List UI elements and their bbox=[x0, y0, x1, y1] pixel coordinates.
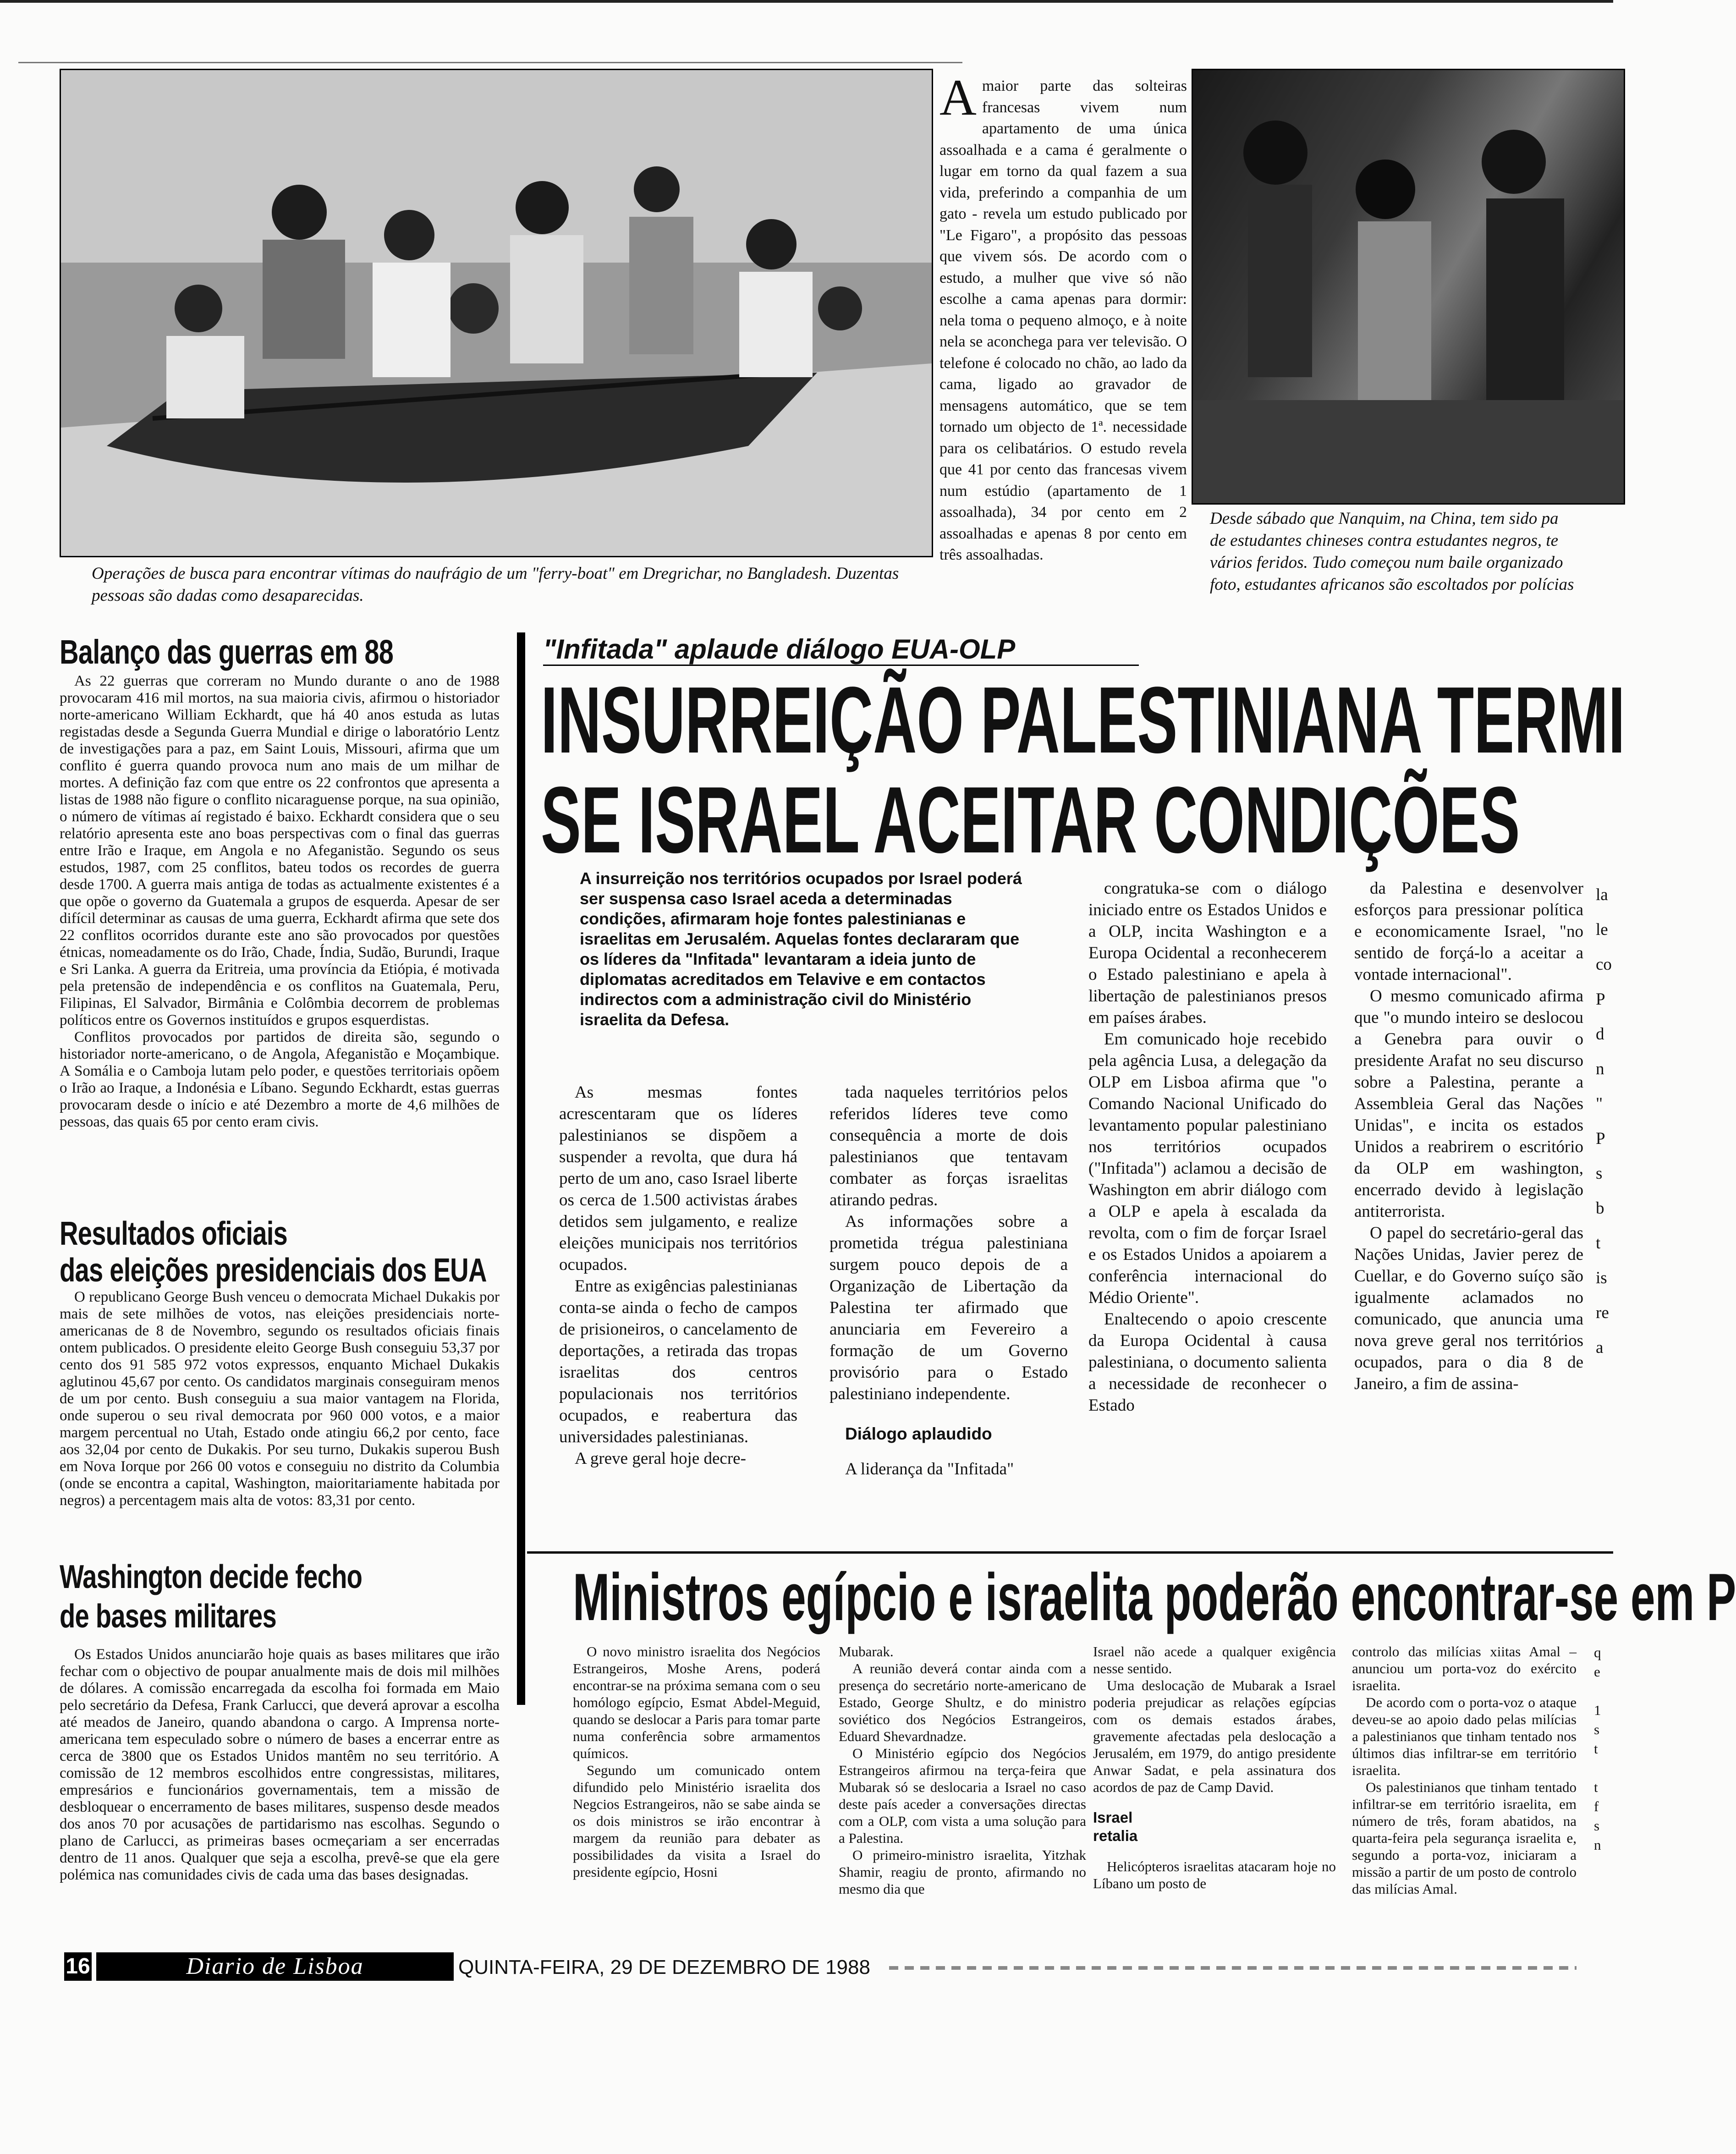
caption-line: foto, estudantes africanos são escoltados por polícias bbox=[1210, 575, 1574, 594]
column-divider bbox=[517, 632, 525, 1705]
paragraph: Segundo um comunicado ontem difundido pelo Ministério israelita dos Negcios Estrangeiros, não se sabe ainda se os dois ministros se irão encontrar à margem da reunião para debater as possibilidades da visita a Israel do presidente egípcio, Hosni bbox=[573, 1762, 820, 1880]
paragraph: Uma deslocação de Mubarak a Israel poderia prejudicar as relações egípcias com os demais estados árabes, gravemente afectadas pela deslocação a Jerusalém, em 1979, do antigo presidente Anwar Sadat, e pela assinatura dos acordos de paz de Camp David. bbox=[1093, 1677, 1336, 1795]
crowd-illustration bbox=[1193, 70, 1624, 503]
paragraph: tada naqueles territórios pelos referidos líderes teve como consequência a morte de dois palestinianos que tentavam combater as forças israelitas atirando pedras. bbox=[830, 1083, 1068, 1209]
fragment: s bbox=[1594, 1818, 1600, 1834]
fragment: f bbox=[1594, 1798, 1599, 1814]
main-col-2 bbox=[830, 1082, 1068, 1480]
brief-paragraph: Os Estados Unidos anunciarão hoje quais as bases militares que irão fechar com o objectivo de poupar anualmente mais de dois mil milhões de dólares. A comissão encarregada da escolha foi formada em Maio pelo secretário da Defesa, Frank Carlucci, que deverá aprovar a escolha até meados de Janeiro, quando abandona o cargo. A Imprensa norte-americana tem especulado sobre o número de bases a encerrar entre as cerca de 3800 que os Estados Unidos mantêm no seu território. A comissão de 12 membros escolhidos entre congressistas, militares, empresários e funcionários governamentais, tem a missão de desbloquear o encerramento de bases militares, suspenso desde meados dos anos 70 por acusações de partidarismo nas escolhas. Segundo o plano de Carlucci, as primeiras bases ocmeçariam a ser encerradas dentro de 11 anos. Qualquer que seja a escolha, prevê-se que ela gere polémica nas comunidades civis de cada uma das bases designadas. bbox=[60, 1646, 500, 1883]
main-col-3 bbox=[1088, 878, 1327, 1416]
paragraph: Os palestinianos que tinham tentado infiltrar-se em território israelita, em número de três, foram abatidos, na quarta-feira pela segurança israelita e, segundo a porta-voz, iniciaram a missão a partir de um posto de controlo das milícias Amal. bbox=[1352, 1779, 1577, 1897]
fragment: is bbox=[1596, 1269, 1607, 1287]
title-line: das eleições presidenciais dos EUA bbox=[60, 1252, 487, 1289]
second-col-1 bbox=[573, 1643, 820, 1880]
brief-bases-title bbox=[60, 1557, 362, 1636]
subhead: Diálogo aplaudido bbox=[845, 1424, 992, 1443]
subhead bbox=[1093, 1808, 1336, 1845]
fragment: co bbox=[1596, 955, 1612, 974]
paragraph: Mubarak. bbox=[839, 1643, 894, 1659]
fragment: re bbox=[1596, 1303, 1609, 1322]
fragment: n bbox=[1594, 1837, 1601, 1853]
paragraph: O papel do secretário-geral das Nações Unidas, Javier perez de Cuellar, e do Governo suíço são igualmente aclamados no comunicado, que anuncia uma nova greve geral nos territórios ocupados, para o dia 8 de Janeiro, a fim de assina- bbox=[1354, 1224, 1583, 1393]
caption-line: vários feridos. Tudo começou num baile organizado bbox=[1210, 553, 1563, 572]
paragraph: controlo das milícias xiitas Amal – anunciou um porta-voz do exército israelita. bbox=[1352, 1643, 1577, 1693]
fragment bbox=[1594, 1681, 1613, 1701]
brief-wars-body bbox=[60, 673, 500, 1131]
title-line: de bases militares bbox=[60, 1598, 276, 1635]
story-divider bbox=[527, 1551, 1613, 1554]
subhead-line: retalia bbox=[1093, 1827, 1138, 1844]
fragment: " bbox=[1596, 1094, 1603, 1113]
paragraph: As informações sobre a prometida trégua palestiniana surgem pouco depois de a Organização de Libertação da Palestina ter afirmado que anunciaria em Fevereiro a formação de um Governo provisório para o Estado palestiniano independente. bbox=[830, 1212, 1068, 1403]
scan-edge-line bbox=[0, 0, 1613, 3]
headline-line: SE ISRAEL ACEITAR CONDIÇÕES bbox=[541, 767, 1520, 873]
fragment: t bbox=[1596, 1234, 1601, 1253]
nanquim-photo-caption bbox=[1210, 508, 1622, 596]
kicker-underline bbox=[543, 665, 1139, 666]
footer-scan-noise bbox=[889, 1966, 1577, 1970]
brief-paragraph: O republicano George Bush venceu o democrata Michael Dukakis por mais de sete milhões de votos, nas eleições presidenciais norte-americanas de 8 de Novembro, segundo os resultados oficiais finais ontem publicados. O presidente eleito George Bush conseguiu 53,37 por cento dos 91 585 972 votos expressos, enquanto Michael Dukakis aglutinou 45,67 por cento. Os candidatos marginais conseguiram menos de um por cento. Bush conseguiu a sua maior vantagem na Florida, onde superou o seu rival democrata por 960 000 votos, e a maior margem percentual no Utah, Estado onde atingiu 66,2 por cento, face aos 32,04 por cento de Dukakis. Por seu turno, Dukakis superou Bush em Nova Iorque por 266 00 votos e conseguiu no distrito da Columbia (onde se encontra a capital, Washington, maioritariamente habitada por negros) a percentagem mais alta de votos: 83,31 por cento. bbox=[60, 1289, 500, 1509]
page-number: 16 bbox=[64, 1952, 92, 1981]
paragraph: As mesmas fontes acrescentaram que os líderes palestinianos se dispõem a suspender a revolta, que dura há perto de um ano, caso Israel liberte os cerca de 1.500 activistas árabes detidos sem julgamento, e realize eleições municipais nos territórios ocupados. bbox=[559, 1083, 797, 1274]
brief-wars-title: Balanço das guerras em 88 bbox=[60, 633, 394, 671]
paragraph: A liderança da "Infitada" bbox=[845, 1460, 1014, 1478]
fragment: n bbox=[1596, 1060, 1604, 1078]
main-headline bbox=[541, 667, 1625, 873]
fragment bbox=[1594, 1758, 1613, 1778]
fragment: b bbox=[1596, 1199, 1604, 1218]
paragraph: Enaltecendo o apoio crescente da Europa Ocidental à causa palestiniana, o documento salienta a necessidade de reconhecer o Estado bbox=[1088, 1310, 1327, 1415]
second-col-2 bbox=[839, 1643, 1086, 1897]
paragraph: O novo ministro israelita dos Negócios Estrangeiros, Moshe Arens, poderá encontrar-se na próxima semana com o seu homólogo egípcio, Esmat Abdel-Meguid, quando se deslocar a Paris para tomar parte numa conferência sobre armamentos químicos. bbox=[573, 1643, 820, 1761]
second-col-3 bbox=[1093, 1643, 1336, 1892]
fragment: s bbox=[1596, 1164, 1603, 1183]
boat-illustration bbox=[61, 70, 932, 556]
paragraph: congratuka-se com o diálogo iniciado entre os Estados Unidos e a OLP, incita Washington e a Europa Ocidental a reconhecerem o Estado palestiniano e apela à libertação de palestinianos presos em países árabes. bbox=[1088, 879, 1327, 1027]
second-col-4 bbox=[1352, 1643, 1577, 1897]
ferry-photo-caption: Operações de busca para encontrar vítimas do naufrágio de um "ferry-boat" em Dregrichar, no Bangladesh. Duzentas pessoas são dadas como desaparecidas. bbox=[92, 564, 899, 605]
caption-line: Desde sábado que Nanquim, na China, tem sido pa bbox=[1210, 509, 1559, 528]
main-lead: A insurreição nos territórios ocupados por Israel poderá ser suspensa caso Israel aceda a determinadas condições, afirmaram hoje fontes palestinianas e israelitas em Jerusalém. Aquelas fontes declararam que os líderes da "Infitada" levantaram a ideia junto de diplomatas acreditados em Telavive e em contactos indirectos com a administração civil do Ministério israelita da Defesa. bbox=[580, 869, 1022, 1029]
top-dotted-line bbox=[18, 62, 962, 63]
brief-bases-body bbox=[60, 1646, 500, 1884]
fragment: t bbox=[1594, 1779, 1598, 1795]
fragment: 1 bbox=[1594, 1702, 1601, 1718]
brief-elections-body bbox=[60, 1289, 500, 1509]
fragment: e bbox=[1594, 1664, 1600, 1680]
fragment: d bbox=[1596, 1025, 1604, 1044]
caption-line: de estudantes chineses contra estudantes negros, te bbox=[1210, 531, 1559, 550]
ferry-boat-photo bbox=[60, 69, 933, 557]
second-col-5-fragment bbox=[1594, 1643, 1613, 1855]
page-footer bbox=[64, 1952, 1586, 1984]
footer-date: QUINTA-FEIRA, 29 DE DEZEMBRO DE 1988 bbox=[458, 1956, 870, 1978]
paragraph: da Palestina e desenvolver esforços para pressionar política e economicamente Israel, "no sentido de forçá-lo a aceitar a vontade internacional". bbox=[1354, 879, 1583, 984]
fragment: a bbox=[1596, 1338, 1604, 1357]
brief-paragraph: Conflitos provocados por partidos de direita são, segundo o historiador norte-americano, o de Angola, Afeganistão e Moçambique. A Somália e o Camboja lutam pelo poder, e questões territoriais opõem o Irão ao Iraque, a Indonésia e Líbano. Segundo Eckhardt, estas guerras provocaram desde o início e até Dezembro a morte de 4,6 milhões de pessoas, das quais 65 por cento eram civis. bbox=[60, 1029, 500, 1130]
main-col-4 bbox=[1354, 878, 1583, 1395]
main-col-1 bbox=[559, 1082, 797, 1469]
paragraph: Em comunicado hoje recebido pela agência Lusa, a delegação da OLP em Lisboa afirma que "o Comando Nacional Unificado do levantamento popular palestiniano nos territórios ocupados ("Infitada") aclamou a decisão de Washington em abrir diálogo com a OLP e apela à escalada da revolta, com o fim de forçar Israel e os Estados Unidos a apoiarem a conferência internacional do Médio Oriente". bbox=[1088, 1030, 1327, 1307]
masthead-logo: Diario de Lisboa bbox=[96, 1952, 454, 1981]
paragraph: A reunião deverá contar ainda com a presença do secretário norte-americano de Estado, George Shultz, e do ministro soviético dos Negócios Estrangeiros, Eduard Shevardnadze. bbox=[839, 1660, 1086, 1744]
cats-article-text: maior parte das solteiras francesas vivem num apartamento de uma única assoalhada e a cama é geralmente o lugar em torno da qual fazem a sua vida, preferindo a companhia de um gato - revela um estudo publicado por "Le Figaro", a propósito das pessoas que vivem sós. De acordo com o estudo, a mulher que vive só não escolhe a cama apenas para dormir: nela toma o pequeno almoço, e à noite nela se aconchega para ver televisão. O telefone é colocado no chão, ao lado da cama, ligado ao gravador de mensagens automático, que se tem tornado um objecto de 1ª. necessidade para os celibatários. O estudo revela que 41 por cento das francesas vivem num estúdio (apartamento de 1 assoalhada), 34 por cento em 2 assoalhadas e apenas 8 por cento em três assoalhadas. bbox=[939, 77, 1187, 563]
main-kicker: "Infitada" aplaude diálogo EUA-OLP bbox=[543, 634, 1016, 665]
paragraph: O primeiro-ministro israelita, Yitzhak Shamir, reagiu de pronto, afirmando no mesmo dia que bbox=[839, 1847, 1086, 1897]
title-line: Washington decide fecho bbox=[60, 1559, 363, 1595]
fragment: P bbox=[1596, 990, 1605, 1009]
fragment: s bbox=[1594, 1721, 1600, 1737]
paragraph: Entre as exigências palestinianas conta-se ainda o fecho de campos de prisioneiros, o cancelamento de deportações, a retirada das tropas israelitas dos centros populacionais nos territórios ocupados, e reabertura das universidades palestinianas. bbox=[559, 1277, 797, 1446]
title-line: Resultados oficiais bbox=[60, 1215, 288, 1252]
fragment: P bbox=[1596, 1129, 1605, 1148]
fragment: q bbox=[1594, 1644, 1601, 1660]
paragraph: Israel não acede a qualquer exigência nesse sentido. bbox=[1093, 1643, 1336, 1676]
paragraph: O Ministério egípcio dos Negócios Estrangeiros afirmou na terça-feira que Mubarak só se deslocaria a Israel no caso deste país aceder a conversações directas com a OLP, com vista a uma solução para a Palestina. bbox=[839, 1745, 1086, 1846]
paragraph: O mesmo comunicado afirma que "o mundo inteiro se deslocou a Genebra para ouvir o presidente Arafat no seu discurso sobre a Palestina, perante a Assembleia Geral das Nações Unidas", e incita os estados Unidos a reabrirem o escritório da OLP em washington, encerrado devido à legislação antiterrorista. bbox=[1354, 987, 1583, 1221]
cats-article bbox=[939, 69, 1187, 566]
fragment: t bbox=[1594, 1741, 1598, 1757]
paragraph: De acordo com o porta-voz o ataque deveu-se ao apoio dado pelas milícias a palestinianos que tinham tentado nos últimos dias infiltrar-se em território israelita. bbox=[1352, 1694, 1577, 1778]
drop-cap: A bbox=[939, 69, 977, 126]
second-headline: Ministros egípcio e israelita poderão encontrar-se em P bbox=[573, 1560, 1736, 1634]
fragment: la bbox=[1596, 885, 1608, 904]
paragraph: A greve geral hoje decre- bbox=[575, 1449, 746, 1468]
fragment: le bbox=[1596, 920, 1608, 939]
brief-paragraph: As 22 guerras que correram no Mundo durante o ano de 1988 provocaram 416 mil mortos, na sua maioria civis, afirmou o historiador norte-americano William Eckhardt, que há 40 anos estuda as lutas registadas desde a Segunda Guerra Mundial e dirige o laboratório Lentz de investigações para a paz, em Saint Louis, Missouri, afirma que um conflito é guerra quando provoca num ano mais de um milhar de mortes. A definição faz com que entre os 22 confrontos que apresenta a listas de 1988 não figure o conflito nicaraguense porque, na sua opinião, o número de vítimas aí registado é baixo. Eckhardt considera que o seu relatório apresenta este ano boas perspectivas com o final das guerras entre Irão e Iraque, em Angola e no Afeganistão. Segundo os seus estudos, 1987, com 25 conflitos, bateu todos os recordes de guerra desde 1700. A guerra mais antiga de todas as actualmente existentes é a que opõe o governo da Guatemala a grupos de esquerda. Apesar de ser difícil determinar as causas de uma guerra, Eckhardt afirma que sete dos 22 conflitos ocorridos durante este ano são provocados por questões étnicas, nomeadamente os do Irão, Chade, Índia, Sudão, Burundi, Iraque e Sri Lanka. A guerra da Eritreia, uma província da Etiópia, é motivada pela pretensão de independência e os conflitos na Guatemala, Peru, Filipinas, El Salvador, Birmânia e Colômbia decorrem de problemas políticos entre os Governos instituídos e grupos esquerdistas. bbox=[60, 673, 500, 1028]
brief-elections-title bbox=[60, 1215, 487, 1289]
main-col-5-fragment bbox=[1596, 878, 1613, 1365]
subhead-line: Israel bbox=[1093, 1809, 1133, 1826]
headline-line: INSURREIÇÃO PALESTINIANA TERMI bbox=[541, 667, 1625, 773]
paragraph: Helicópteros israelitas atacaram hoje no Líbano um posto de bbox=[1093, 1858, 1336, 1891]
nanquim-photo bbox=[1192, 69, 1625, 505]
